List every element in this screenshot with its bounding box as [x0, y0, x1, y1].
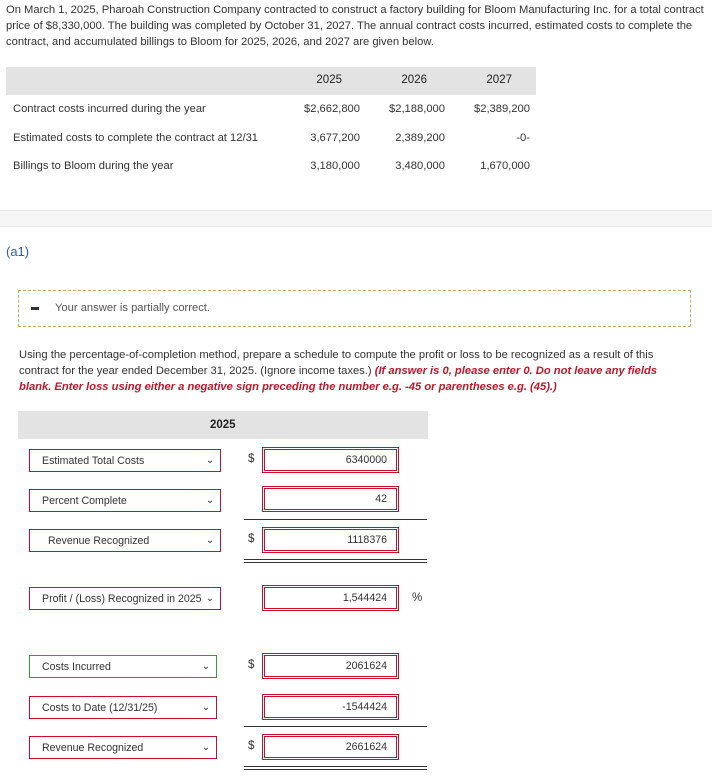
select-value: Costs to Date (12/31/25): [42, 701, 158, 714]
table-cell: 2,389,200: [395, 132, 445, 144]
chevron-down-icon: ⌄: [201, 702, 211, 713]
col-header-2027: 2027: [486, 74, 512, 86]
section-divider: [0, 210, 712, 227]
double-underline: [244, 559, 427, 563]
table-cell: 3,480,000: [395, 160, 445, 172]
amount-input-6[interactable]: -1544424: [264, 696, 397, 718]
account-select-3[interactable]: [29, 529, 221, 552]
select-value: Percent Complete: [42, 494, 127, 507]
account-select-5[interactable]: [29, 655, 217, 678]
amount-input-5[interactable]: 2061624: [264, 655, 397, 677]
instructions-note: (If answer is 0, please enter 0. Do not leave any fields blank. Enter loss using either a negative sign preceding the number e.g. -45 or parentheses e.g. (45).): [19, 365, 658, 393]
problem-intro: On March 1, 2025, Pharoah Construction Company contracted to construct a factory building for Bloom Manufacturing Inc. for a total contract price of $8,330,000. The building was completed by October 31, 2027. The annual contract costs incurred, estimated costs to complete the contract, and accumulated billings to Bloom for 2025, 2026, and 2027 are given below.: [6, 4, 704, 48]
table-cell: 3,180,000: [310, 160, 360, 172]
select-value: Revenue Recognized: [48, 534, 150, 547]
select-value: Revenue Recognized: [42, 741, 144, 754]
chevron-down-icon: ⌄: [201, 661, 211, 672]
account-select-2[interactable]: [29, 489, 221, 512]
table-cell: $2,389,200: [474, 103, 530, 115]
account-select-7[interactable]: [29, 736, 217, 759]
amount-input-2[interactable]: 42: [264, 488, 397, 510]
currency-symbol: $: [248, 740, 255, 752]
account-select-6[interactable]: [29, 696, 217, 719]
percent-symbol: %: [412, 592, 423, 604]
select-value: Costs Incurred: [42, 660, 111, 673]
chevron-down-icon: ⌄: [205, 455, 215, 466]
table-cell: 3,677,200: [310, 132, 360, 144]
currency-symbol: $: [248, 453, 255, 465]
row-label-estimated-costs: Estimated costs to complete the contract at 12/31: [13, 132, 259, 144]
col-header-2026: 2026: [401, 74, 427, 86]
account-select-1[interactable]: [29, 449, 221, 472]
table-cell: 1,670,000: [480, 160, 530, 172]
amount-input-7[interactable]: 2661624: [264, 736, 397, 758]
double-underline: [244, 766, 427, 770]
underline: [244, 519, 427, 520]
feedback-text: Your answer is partially correct.: [55, 302, 211, 314]
select-value: Estimated Total Costs: [42, 454, 145, 467]
table-cell: $2,662,800: [304, 103, 360, 115]
col-header-2025: 2025: [316, 74, 342, 86]
underline: [244, 726, 427, 727]
instructions-main: Using the percentage-of-completion method, prepare a schedule to compute the profit or loss to be recognized as a result of this contract for the year ended December 31, 2025. (Ignore income taxes.): [19, 349, 654, 377]
table-cell: -0-: [516, 132, 530, 144]
currency-symbol: $: [248, 659, 255, 671]
data-table-header: [6, 67, 536, 95]
schedule-year: 2025: [210, 419, 236, 431]
row-label-billings: Billings to Bloom during the year: [13, 160, 174, 172]
select-value: Profit / (Loss) Recognized in 2025: [42, 592, 202, 605]
amount-input-1[interactable]: 6340000: [264, 449, 397, 471]
currency-symbol: $: [248, 533, 255, 545]
chevron-down-icon: ⌄: [201, 742, 211, 753]
chevron-down-icon: ⌄: [205, 495, 215, 506]
partial-correct-icon: [31, 307, 39, 310]
chevron-down-icon: ⌄: [205, 535, 215, 546]
table-cell: $2,188,000: [389, 103, 445, 115]
account-select-4[interactable]: [29, 587, 221, 610]
amount-input-4[interactable]: 1,544424: [264, 587, 397, 609]
row-label-costs-incurred: Contract costs incurred during the year: [13, 103, 206, 115]
part-label: (a1): [6, 244, 30, 259]
chevron-down-icon: ⌄: [205, 593, 215, 604]
amount-input-3[interactable]: 1118376: [264, 529, 397, 551]
instructions: [19, 347, 691, 395]
